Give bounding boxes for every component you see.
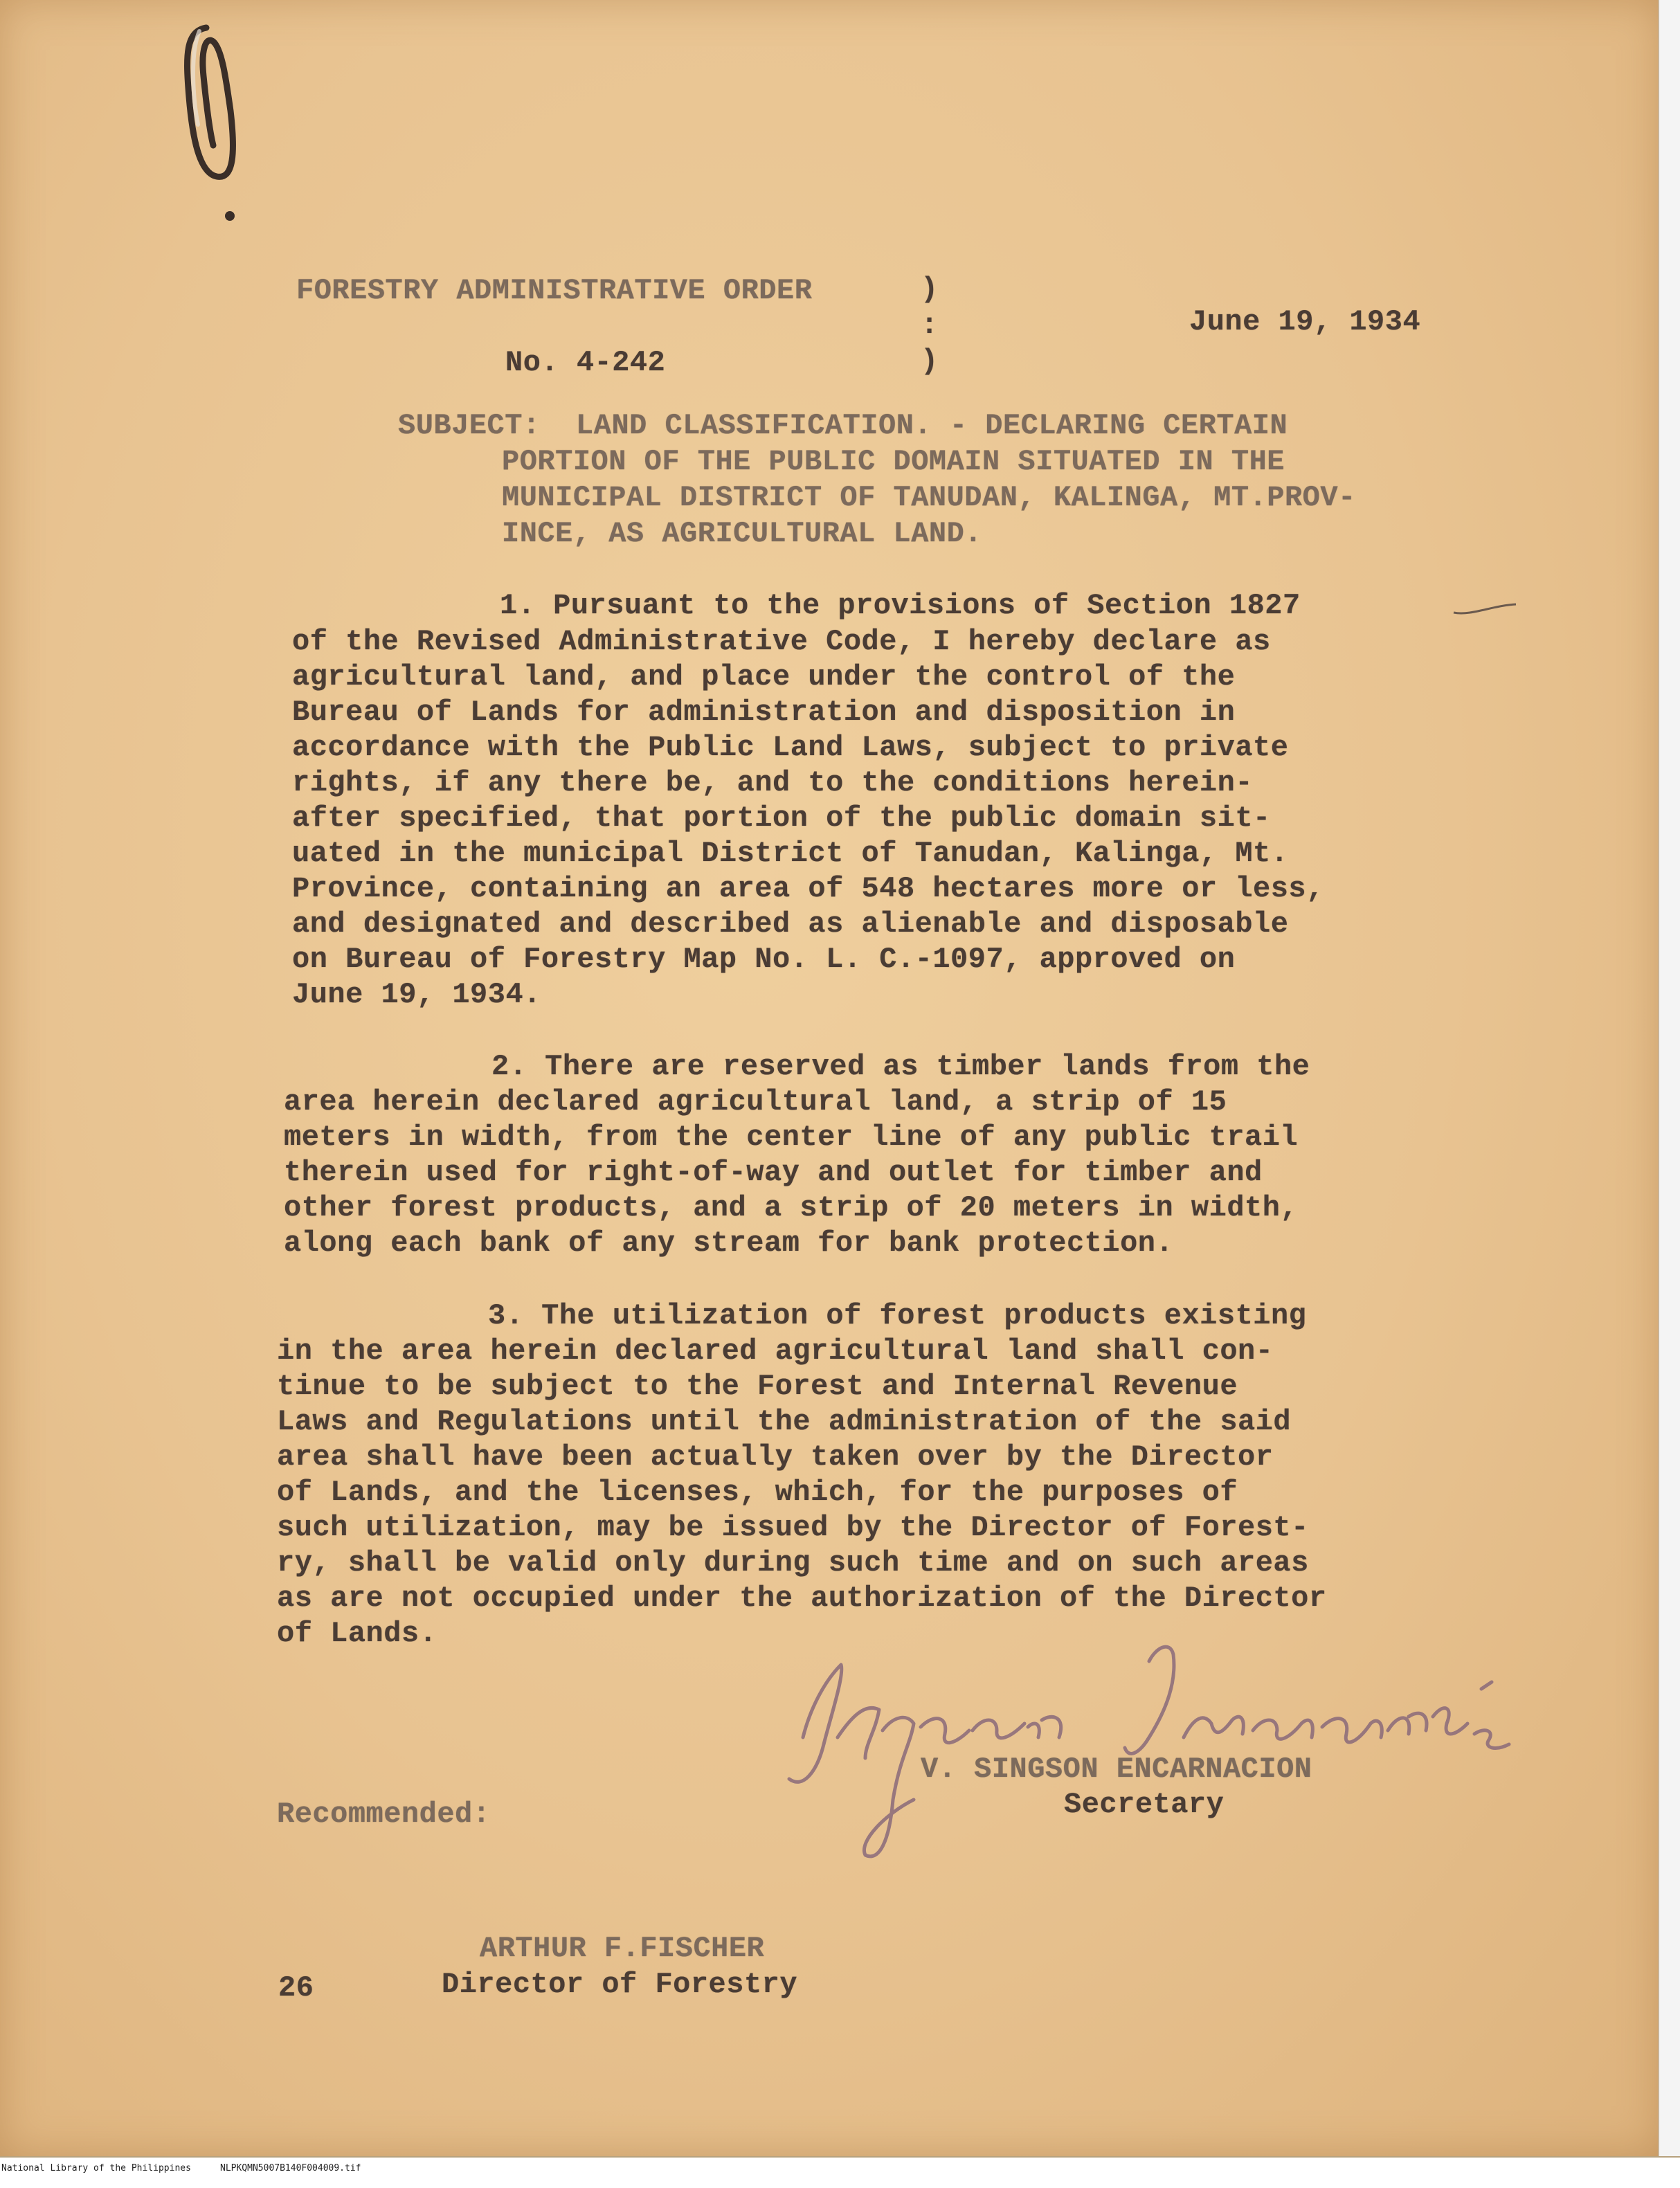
para2-line-5: other forest products, and a strip of 20 meters in width, xyxy=(284,1191,1299,1224)
scan-footer xyxy=(0,2156,1680,2188)
para1-line-4: Bureau of Lands for administration and disposition in xyxy=(292,696,1236,729)
subject-line-1: SUBJECT: LAND CLASSIFICATION. - DECLARING CERTAIN xyxy=(398,409,1288,442)
para1-line-9: Province, containing an area of 548 hectares more or less, xyxy=(292,872,1324,905)
para3-line-5: area shall have been actually taken over by the Director xyxy=(277,1440,1274,1474)
para1-line-12: June 19, 1934. xyxy=(292,978,541,1011)
para1-line-5: accordance with the Public Land Laws, subject to private xyxy=(292,731,1289,764)
signatory-name: V. SINGSON ENCARNACION xyxy=(921,1753,1312,1786)
para3-line-3: tinue to be subject to the Forest and Internal Revenue xyxy=(277,1370,1238,1403)
para3-line-2: in the area herein declared agricultural land shall con- xyxy=(277,1335,1274,1368)
order-bracket-bot: ) xyxy=(921,345,939,378)
para3-line-9: as are not occupied under the authorization of the Director xyxy=(277,1582,1327,1615)
scan-edge xyxy=(1658,0,1680,2156)
para1-line-2: of the Revised Administrative Code, I hereby declare as xyxy=(292,625,1271,658)
para3-line-4: Laws and Regulations until the administration of the said xyxy=(277,1405,1292,1438)
recommended-label: Recommended: xyxy=(277,1798,491,1831)
para2-line-4: therein used for right-of-way and outlet for timber and xyxy=(284,1156,1263,1189)
order-title: FORESTRY ADMINISTRATIVE ORDER xyxy=(296,274,813,307)
para2-line-1: 2. There are reserved as timber lands from the xyxy=(491,1050,1310,1083)
page-number: 26 xyxy=(278,1971,314,2005)
para1-line-10: and designated and described as alienable and disposable xyxy=(292,907,1289,941)
para3-line-7: such utilization, may be issued by the Director of Forest- xyxy=(277,1511,1309,1544)
para1-line-6: rights, if any there be, and to the conditions herein- xyxy=(292,766,1254,799)
para1-line-7: after specified, that portion of the public domain sit- xyxy=(292,802,1271,835)
recommender-name: ARTHUR F.FISCHER xyxy=(480,1932,765,1965)
order-bracket-top: ) xyxy=(921,273,939,306)
para2-line-3: meters in width, from the center line of any public trail xyxy=(284,1121,1299,1154)
para1-line-3: agricultural land, and place under the control of the xyxy=(292,660,1236,694)
subject-line-3: MUNICIPAL DISTRICT OF TANUDAN, KALINGA, MT.PROV- xyxy=(502,481,1356,514)
order-bracket-mid: : xyxy=(921,309,939,342)
para2-line-2: area herein declared agricultural land, a strip of 15 xyxy=(284,1085,1227,1119)
para2-line-6: along each bank of any stream for bank protection. xyxy=(284,1227,1174,1260)
footer-library: National Library of the Philippines xyxy=(1,2163,191,2173)
subject-line-4: INCE, AS AGRICULTURAL LAND. xyxy=(502,517,983,550)
footer-filename: NLPKQMN5007B140F004009.tif xyxy=(220,2163,361,2173)
handwritten-signature xyxy=(761,1634,1557,1869)
para1-line-11: on Bureau of Forestry Map No. L. C.-1097, approved on xyxy=(292,943,1236,976)
para3-line-1: 3. The utilization of forest products existing xyxy=(488,1299,1307,1332)
recommender-title: Director of Forestry xyxy=(442,1968,798,2001)
para3-line-10: of Lands. xyxy=(277,1617,437,1650)
para3-line-6: of Lands, and the licenses, which, for the purposes of xyxy=(277,1476,1238,1509)
order-number: No. 4-242 xyxy=(505,346,666,379)
document-date: June 19, 1934 xyxy=(1189,305,1421,338)
ink-mark xyxy=(1450,599,1519,620)
para1-line-8: uated in the municipal District of Tanudan, Kalinga, Mt. xyxy=(292,837,1289,870)
para1-line-1: 1. Pursuant to the provisions of Section 1827 xyxy=(500,589,1301,622)
subject-line-2: PORTION OF THE PUBLIC DOMAIN SITUATED IN THE xyxy=(502,445,1285,478)
paperclip-icon xyxy=(158,14,248,221)
signatory-title: Secretary xyxy=(1064,1788,1225,1821)
para3-line-8: ry, shall be valid only during such time and on such areas xyxy=(277,1546,1309,1580)
